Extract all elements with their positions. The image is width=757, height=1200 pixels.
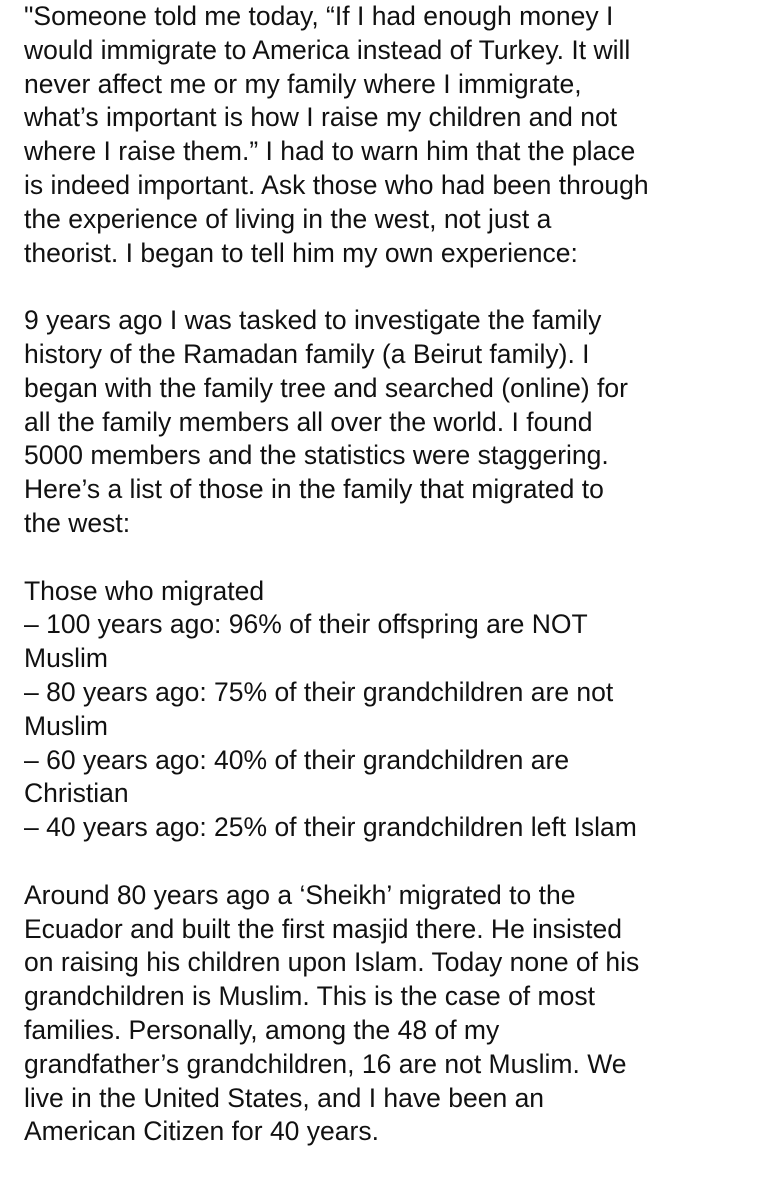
list-item: – 40 years ago: 25% of their grandchildren left Islam <box>24 812 637 843</box>
paragraph-gap <box>24 541 749 575</box>
text-line: Ecuador and built the first masjid there. He insisted <box>24 913 623 944</box>
paragraph-2 <box>24 304 749 541</box>
migration-statistics-list <box>24 575 749 845</box>
text-line: American Citizen for 40 years. <box>24 1116 379 1147</box>
text-line: families. Personally, among the 48 of my <box>24 1014 500 1045</box>
text-line: the experience of living in the west, not just a <box>24 203 552 234</box>
text-line: grandchildren is Muslim. This is the case of most <box>24 981 595 1012</box>
text-line: on raising his children upon Islam. Today none of his <box>24 947 640 978</box>
text-line: live in the United States, and I have been an <box>24 1082 545 1113</box>
text-line: theorist. I began to tell him my own experience: <box>24 237 578 268</box>
text-line: Here’s a list of those in the family that migrated to <box>24 474 604 505</box>
text-line: would immigrate to America instead of Turkey. It will <box>24 34 631 65</box>
paragraph-1 <box>24 0 749 270</box>
text-line: 5000 members and the statistics were staggering. <box>24 440 609 471</box>
text-line: "Someone told me today, “If I had enough money I <box>24 1 614 31</box>
list-heading: Those who migrated <box>24 575 265 606</box>
list-item: – 100 years ago: 96% of their offspring are NOT <box>24 609 588 640</box>
text-line: where I raise them.” I had to warn him that the place <box>24 136 636 167</box>
list-item: – 80 years ago: 75% of their grandchildren are not <box>24 676 614 707</box>
text-line: what’s important is how I raise my children and not <box>24 102 618 133</box>
list-item: – 60 years ago: 40% of their grandchildren are <box>24 744 570 775</box>
text-line: all the family members all over the world. I found <box>24 406 593 437</box>
list-item-continuation: Muslim <box>24 710 108 741</box>
paragraph-gap <box>24 845 749 879</box>
text-line: history of the Ramadan family (a Beirut family). I <box>24 338 590 369</box>
text-line: is indeed important. Ask those who had been through <box>24 169 649 200</box>
list-item-continuation: Christian <box>24 778 129 809</box>
document-text <box>24 0 749 1149</box>
paragraph-4 <box>24 879 749 1149</box>
text-line: grandfather’s grandchildren, 16 are not Muslim. We <box>24 1048 627 1079</box>
text-line: never affect me or my family where I immigrate, <box>24 68 582 99</box>
list-item-continuation: Muslim <box>24 643 108 674</box>
paragraph-gap <box>24 270 749 304</box>
text-line: began with the family tree and searched (online) for <box>24 372 628 403</box>
text-line: 9 years ago I was tasked to investigate the family <box>24 305 602 336</box>
text-line: the west: <box>24 507 131 538</box>
text-line: Around 80 years ago a ‘Sheikh’ migrated to the <box>24 879 576 910</box>
